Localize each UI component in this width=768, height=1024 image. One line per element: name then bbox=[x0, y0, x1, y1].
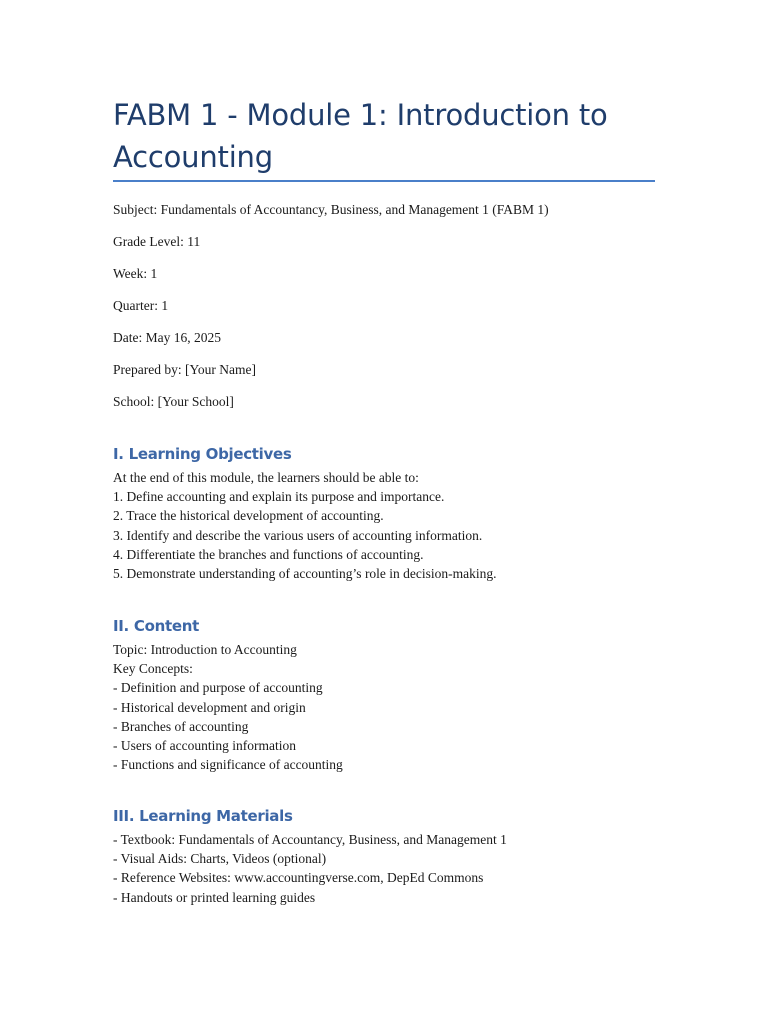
key-concept-item: - Branches of accounting bbox=[113, 718, 249, 734]
content-topic: Topic: Introduction to Accounting bbox=[113, 642, 297, 657]
key-concept-item: - Users of accounting information bbox=[113, 737, 296, 753]
meta-quarter: Quarter: 1 bbox=[113, 298, 169, 313]
objective-item: 5. Demonstrate understanding of accounting’s role in decision-making. bbox=[113, 565, 497, 581]
meta-subject: Subject: Fundamentals of Accountancy, Business, and Management 1 (FABM 1) bbox=[113, 202, 549, 217]
section-heading-learning-objectives: I. Learning Objectives bbox=[113, 445, 292, 463]
section-body-learning-materials bbox=[113, 830, 507, 907]
key-concept-item: - Functions and significance of accounting bbox=[113, 757, 343, 773]
objective-item: 3. Identify and describe the various users of accounting information. bbox=[113, 527, 483, 543]
section-heading-content: II. Content bbox=[113, 617, 199, 635]
key-concept-item: - Definition and purpose of accounting bbox=[113, 680, 323, 696]
objectives-intro: At the end of this module, the learners should be able to: bbox=[113, 470, 419, 485]
key-concept-item: - Historical development and origin bbox=[113, 699, 306, 715]
objective-item: 1. Define accounting and explain its purpose and importance. bbox=[113, 489, 445, 505]
section-body-content bbox=[113, 640, 343, 774]
meta-school: School: [Your School] bbox=[113, 394, 234, 409]
material-item: - Reference Websites: www.accountingverse.com, DepEd Commons bbox=[113, 870, 484, 886]
meta-prepared-by: Prepared by: [Your Name] bbox=[113, 362, 256, 377]
title-underline bbox=[113, 180, 655, 182]
document-title: FABM 1 - Module 1: Introduction to Accounting bbox=[113, 98, 608, 174]
material-item: - Handouts or printed learning guides bbox=[113, 889, 316, 905]
meta-date: Date: May 16, 2025 bbox=[113, 330, 221, 345]
section-body-learning-objectives bbox=[113, 468, 497, 583]
meta-week: Week: 1 bbox=[113, 266, 158, 281]
objective-item: 4. Differentiate the branches and functions of accounting. bbox=[113, 546, 424, 562]
material-item: - Visual Aids: Charts, Videos (optional) bbox=[113, 851, 327, 867]
objective-item: 2. Trace the historical development of accounting. bbox=[113, 508, 384, 524]
section-heading-learning-materials: III. Learning Materials bbox=[113, 807, 293, 825]
material-item: - Textbook: Fundamentals of Accountancy, Business, and Management 1 bbox=[113, 832, 507, 847]
meta-grade-level: Grade Level: 11 bbox=[113, 234, 201, 249]
content-key-concepts-label: Key Concepts: bbox=[113, 661, 193, 677]
